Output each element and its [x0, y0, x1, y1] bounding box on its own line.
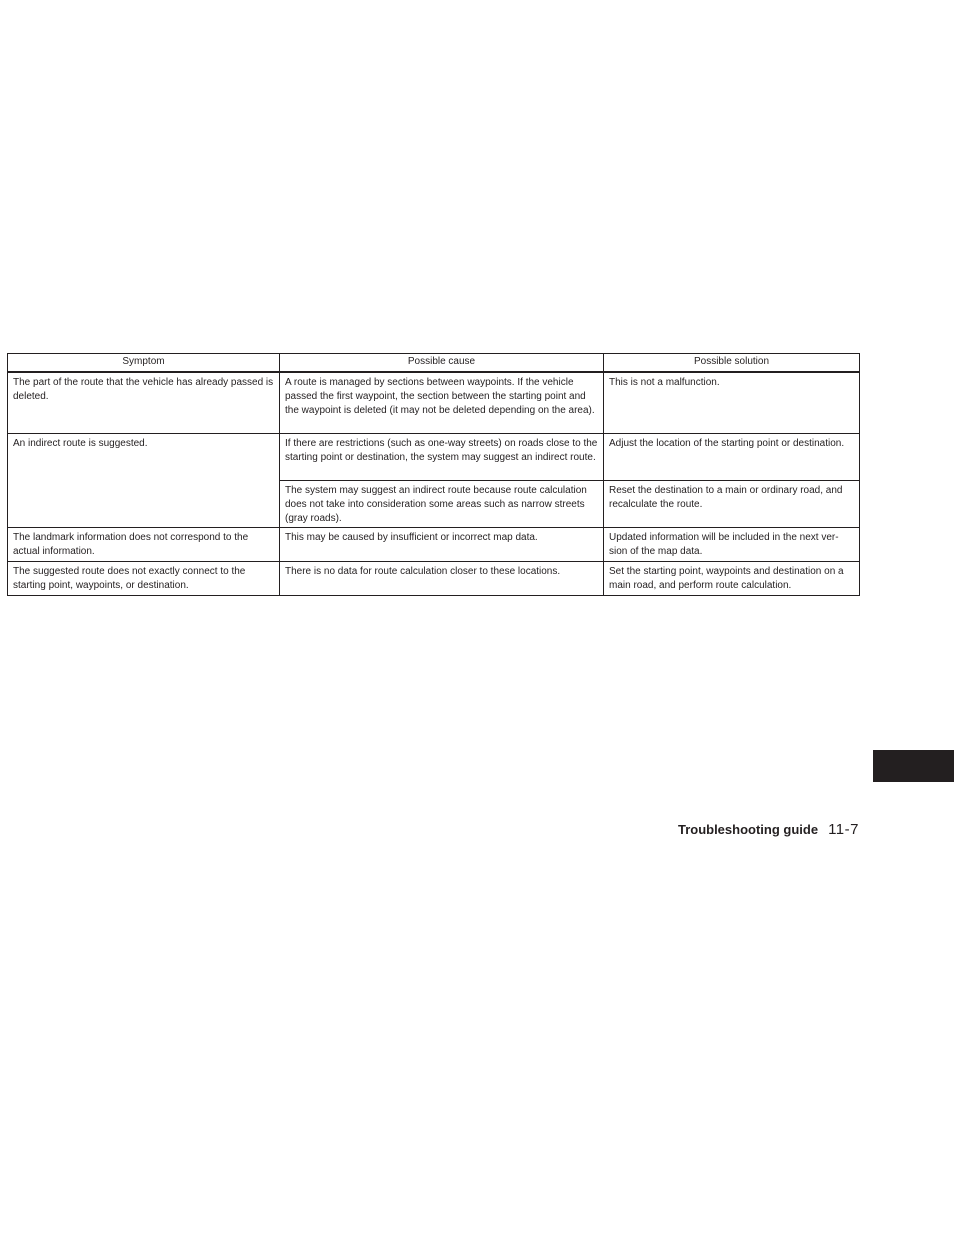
solution-cell: This is not a malfunction.	[604, 372, 860, 433]
cause-cell: A route is managed by sections between waypoints. If the vehicle passed the first waypoint, the section between the starting point and the waypoint is deleted (it may not be deleted depending on the area).	[280, 372, 604, 433]
troubleshooting-table	[7, 353, 860, 596]
solution-cell: Updated information will be included in the next ver-sion of the map data.	[604, 527, 860, 561]
solution-cell: Set the starting point, waypoints and destination on a main road, and perform route calculation.	[604, 561, 860, 595]
solution-cell: Reset the destination to a main or ordinary road, and recalculate the route.	[604, 480, 860, 527]
header-possible-solution: Possible solution	[604, 354, 860, 373]
header-possible-cause: Possible cause	[280, 354, 604, 373]
symptom-cell: An indirect route is suggested.	[8, 433, 280, 527]
cause-cell: This may be caused by insufficient or incorrect map data.	[280, 527, 604, 561]
table-row	[8, 372, 860, 433]
chapter-tab-marker	[873, 750, 954, 782]
symptom-cell: The part of the route that the vehicle has already passed is deleted.	[8, 372, 280, 433]
cause-cell: There is no data for route calculation closer to these locations.	[280, 561, 604, 595]
table-row	[8, 527, 860, 561]
page-footer	[678, 820, 859, 840]
footer-page-number: 11-7	[828, 821, 859, 838]
symptom-cell: The landmark information does not correspond to the actual information.	[8, 527, 280, 561]
footer-section-title: Troubleshooting guide	[677, 822, 819, 837]
table-row	[8, 561, 860, 595]
symptom-cell: The suggested route does not exactly connect to the starting point, waypoints, or destination.	[8, 561, 280, 595]
solution-cell: Adjust the location of the starting point or destination.	[604, 433, 860, 480]
table-header-row	[8, 354, 860, 373]
table-row	[8, 433, 860, 480]
header-symptom: Symptom	[8, 354, 280, 373]
cause-cell: If there are restrictions (such as one-way streets) on roads close to the starting point or destination, the system may suggest an indirect route.	[280, 433, 604, 480]
cause-cell: The system may suggest an indirect route because route calculation does not take into consideration some areas such as narrow streets (gray roads).	[280, 480, 604, 527]
